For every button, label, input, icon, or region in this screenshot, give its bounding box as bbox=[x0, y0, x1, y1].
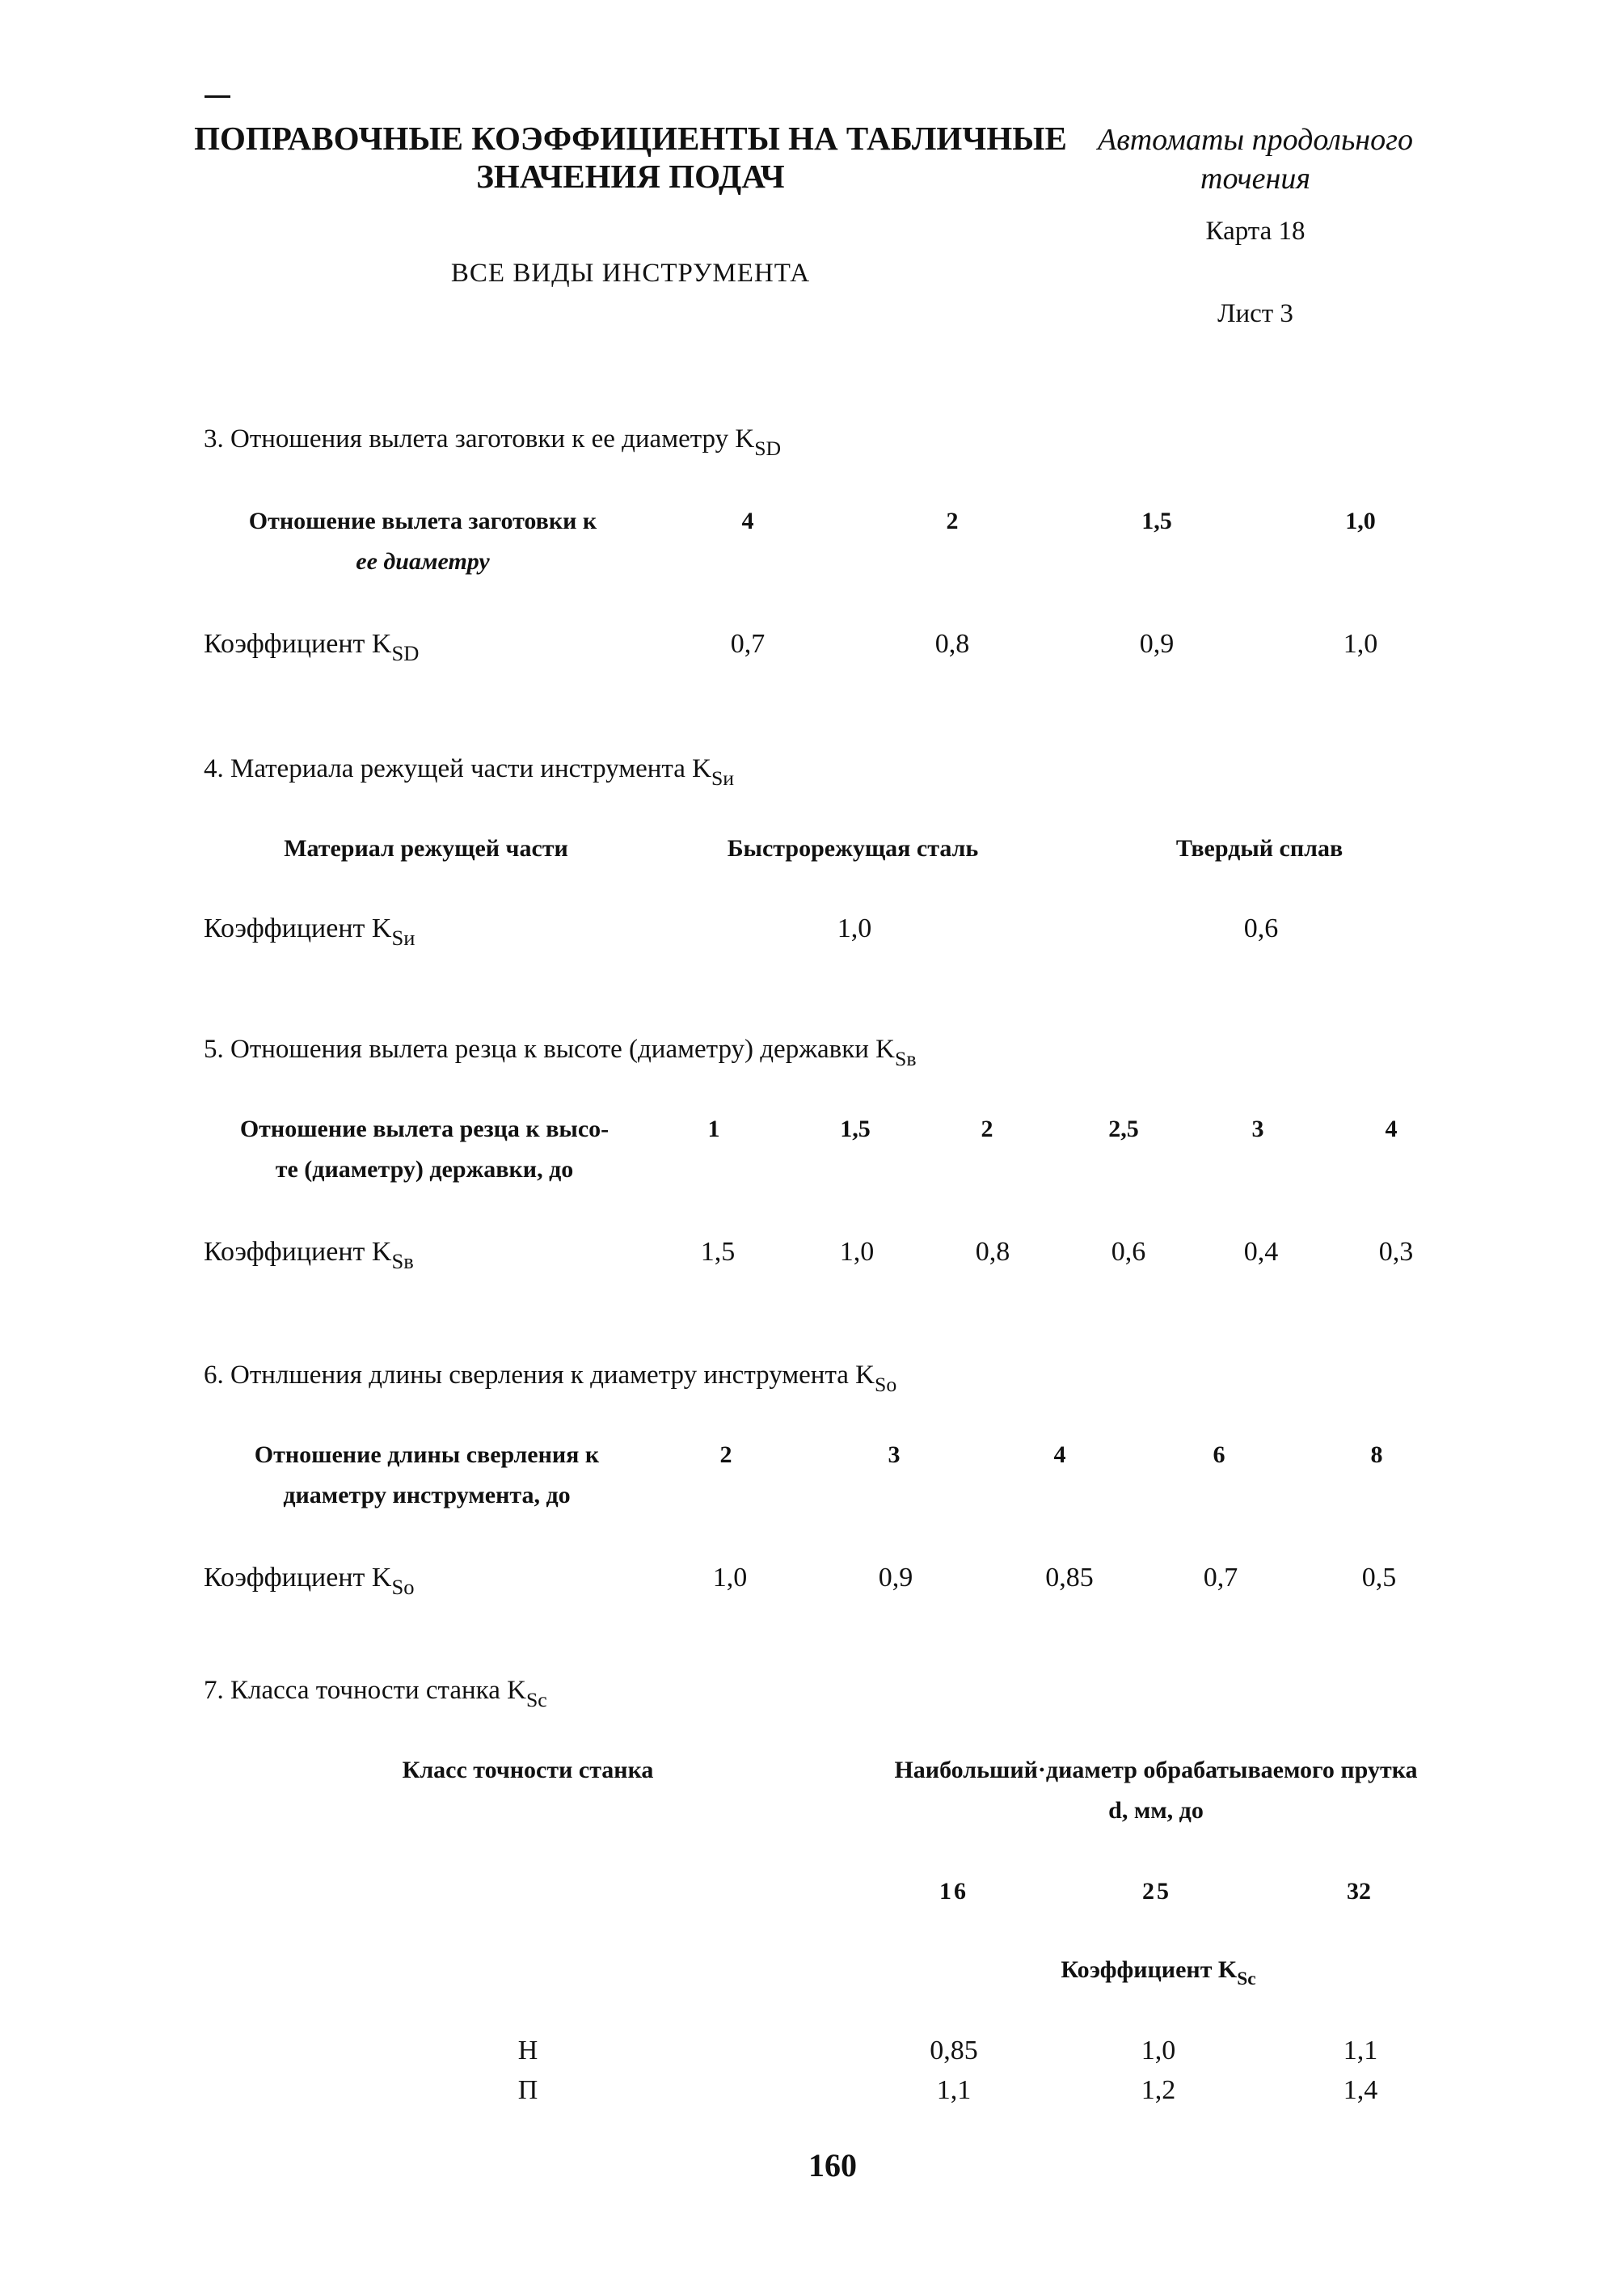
s3-value-cell: 0,8 bbox=[934, 629, 970, 659]
s7-value-cell: 0,85 bbox=[930, 2036, 978, 2065]
s6-header-cell: 4 bbox=[1053, 1441, 1066, 1468]
s7-coef-label: Коэффициент $K_{Sc}$ bbox=[1061, 1956, 1256, 1989]
s5-header-cell: 2,5 bbox=[1108, 1116, 1139, 1142]
s3-value-cell: 0,7 bbox=[730, 629, 766, 659]
section-7-heading: 7. Класса точности станка $K_{Sc}$ bbox=[204, 1676, 547, 1711]
s7-class-column-header: Класс точности станка bbox=[402, 1757, 654, 1783]
s6-value-cell: 0,7 bbox=[1203, 1563, 1238, 1593]
s5-header-cell: 3 bbox=[1251, 1116, 1264, 1142]
s4-row-header: Материал режущей части bbox=[284, 835, 568, 862]
s3-header-cell: 1,0 bbox=[1345, 508, 1376, 534]
s3-header-cell: 4 bbox=[741, 508, 754, 534]
s7-value-cell: 1,4 bbox=[1343, 2075, 1378, 2105]
subtitle: ВСЕ ВИДЫ ИНСТРУМЕНТА bbox=[450, 259, 811, 288]
s6-header-cell: 2 bbox=[719, 1441, 732, 1468]
page-number: 160 bbox=[808, 2147, 857, 2183]
s7-value-cell: 1,1 bbox=[936, 2075, 972, 2105]
s5-header-cell: 4 bbox=[1385, 1116, 1398, 1142]
s4-header-cell: Твердый сплав bbox=[1175, 835, 1343, 862]
s7-diameter-header-line1: Наибольший·диаметр обрабатываемого прутка bbox=[894, 1757, 1418, 1783]
sheet-number: Лист 3 bbox=[1217, 299, 1293, 328]
corner-dash-mark bbox=[205, 95, 230, 98]
s7-value-cell: 1,0 bbox=[1141, 2036, 1176, 2065]
s3-row-header-line2: ее диаметру bbox=[356, 548, 490, 575]
s6-value-cell: 1,0 bbox=[712, 1563, 748, 1593]
s7-diameter-cell: 25 bbox=[1142, 1878, 1171, 1905]
s7-class-cell: Н bbox=[517, 2036, 538, 2065]
page-title-line2: ЗНАЧЕНИЯ ПОДАЧ bbox=[476, 158, 785, 195]
s7-value-cell: 1,1 bbox=[1343, 2036, 1378, 2065]
s7-diameter-header-line2: d, мм, до bbox=[1108, 1797, 1204, 1824]
s6-row-header-line1: Отношение длины сверления к bbox=[254, 1441, 600, 1468]
s5-value-cell: 1,5 bbox=[700, 1237, 736, 1267]
s5-header-cell: 1 bbox=[707, 1116, 720, 1142]
s7-diameter-cell: 32 bbox=[1347, 1878, 1371, 1905]
s6-header-cell: 8 bbox=[1370, 1441, 1383, 1468]
s5-value-cell: 1,0 bbox=[839, 1237, 875, 1267]
s5-value-cell: 0,6 bbox=[1111, 1237, 1146, 1267]
s6-value-cell: 0,85 bbox=[1045, 1563, 1094, 1593]
s4-coef-label: Коэффициент $K_{Sи}$ bbox=[204, 913, 415, 951]
s4-value-cell: 1,0 bbox=[837, 913, 872, 943]
s5-row-header-line1: Отношение вылета резца к высо- bbox=[239, 1116, 610, 1142]
s6-value-cell: 0,9 bbox=[878, 1563, 913, 1593]
s5-header-cell: 2 bbox=[981, 1116, 993, 1142]
s5-row-header-line2: те (диаметру) державки, до bbox=[275, 1156, 574, 1183]
s3-value-cell: 1,0 bbox=[1343, 629, 1378, 659]
s3-value-cell: 0,9 bbox=[1139, 629, 1175, 659]
section-3-heading: 3. Отношения вылета заготовки к ее диаметру $K_{SD}$ bbox=[204, 424, 782, 460]
machine-type-line1: Автоматы продольного bbox=[1098, 123, 1413, 157]
s5-coef-label: Коэффициент $K_{Sв}$ bbox=[204, 1237, 414, 1274]
section-6-heading: 6. Отнлшения длины сверления к диаметру инструмента $K_{So}$ bbox=[204, 1361, 897, 1396]
s7-value-cell: 1,2 bbox=[1141, 2075, 1176, 2105]
s3-row-header-line1: Отношение вылета заготовки к bbox=[248, 508, 597, 534]
s6-header-cell: 3 bbox=[888, 1441, 901, 1468]
s5-value-cell: 0,4 bbox=[1243, 1237, 1279, 1267]
page-title-line1: ПОПРАВОЧНЫЕ КОЭФФИЦИЕНТЫ НА ТАБЛИЧНЫЕ bbox=[194, 120, 1067, 157]
s3-header-cell: 2 bbox=[946, 508, 959, 534]
s6-coef-label: Коэффициент $K_{So}$ bbox=[204, 1563, 415, 1600]
s3-coef-label: Коэффициент $K_{SD}$ bbox=[204, 629, 420, 666]
s5-value-cell: 0,3 bbox=[1378, 1237, 1414, 1267]
s6-row-header-line2: диаметру инструмента, до bbox=[283, 1482, 571, 1508]
card-number: Карта 18 bbox=[1205, 217, 1306, 246]
section-4-heading: 4. Материала режущей части инструмента $K_{Sи}$ bbox=[204, 754, 735, 790]
s3-header-cell: 1,5 bbox=[1141, 508, 1172, 534]
s5-header-cell: 1,5 bbox=[840, 1116, 871, 1142]
s6-header-cell: 6 bbox=[1213, 1441, 1225, 1468]
s7-class-cell: П bbox=[517, 2075, 538, 2105]
s4-value-cell: 0,6 bbox=[1243, 913, 1279, 943]
s6-value-cell: 0,5 bbox=[1361, 1563, 1397, 1593]
machine-type-line2: точения bbox=[1200, 162, 1310, 196]
s5-value-cell: 0,8 bbox=[975, 1237, 1010, 1267]
s4-header-cell: Быстрорежущая сталь bbox=[727, 835, 979, 862]
section-5-heading: 5. Отношения вылета резца к высоте (диаметру) державки $K_{Sв}$ bbox=[204, 1035, 917, 1070]
s7-diameter-cell: 16 bbox=[939, 1878, 968, 1905]
